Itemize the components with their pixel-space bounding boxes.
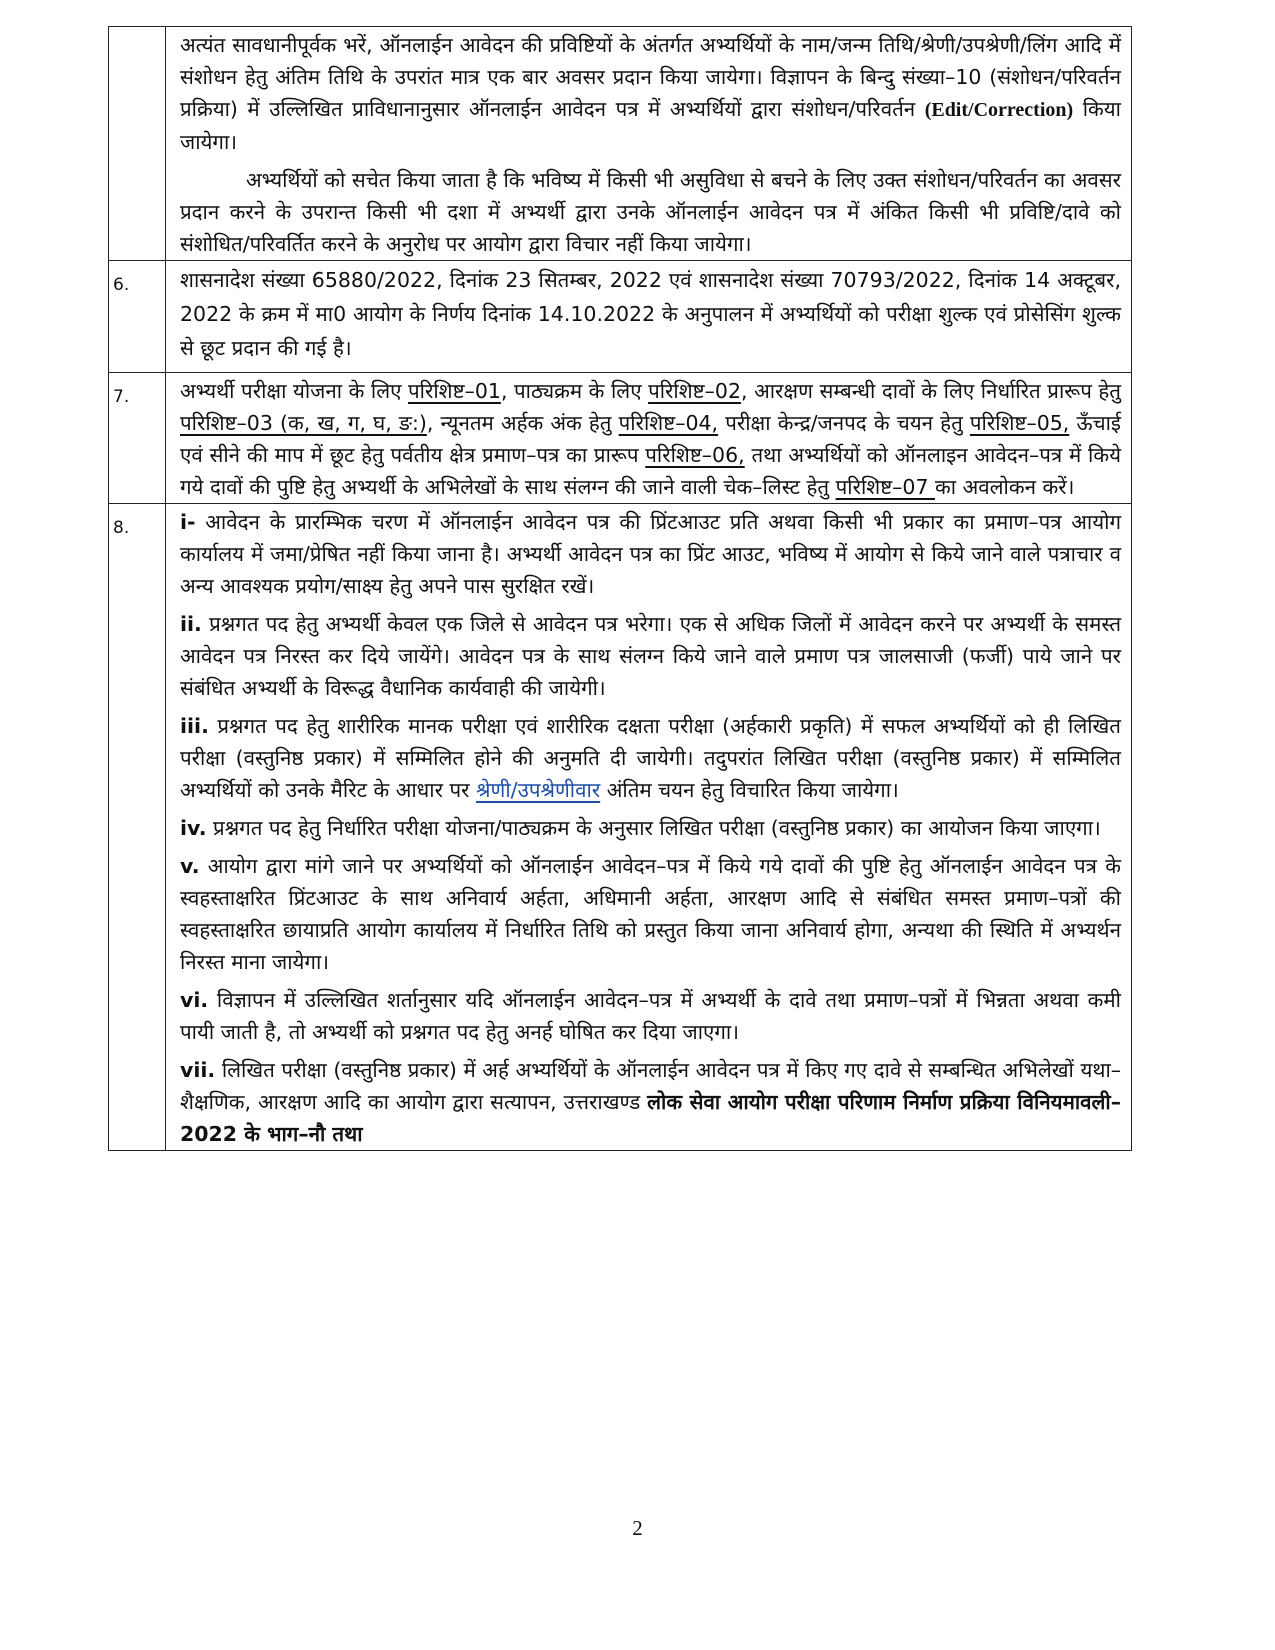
content-table [108,26,1132,1151]
item-marker: i- [180,510,196,534]
table-row-8 [109,504,1132,1151]
table-row-7 [109,373,1132,504]
table-row-continuation [109,27,1132,261]
row-text [166,373,1132,504]
row-number: 6. [109,261,166,373]
paragraph-fee-exemption: शासनादेश संख्या 65880/2022, दिनांक 23 सितम्बर, 2022 एवं शासनादेश संख्या 70793/2022, दिनांक 14 अक्टूबर, 2022 के क्रम में मा0 आयोग के निर्णय दिनांक 14.10.2022 के अनुपालन में अभ्यर्थियों को परीक्षा शुल्क एवं प्रोसेसिंग शुल्क से छूट प्रदान की गई है। [180,268,1121,360]
page-number: 2 [632,1516,643,1540]
table-row-6 [109,261,1132,373]
category-wise-link[interactable]: श्रेणी/उपश्रेणीवार [476,778,601,802]
paragraph-correction-window: अत्यंत सावधानीपूर्वक भरें, ऑनलाईन आवेदन की प्रविष्टियों के अंतर्गत अभ्यर्थियों के नाम/जन्म तिथि/श्रेणी/उपश्रेणी/लिंग आदि में संशोधन हेतु अंतिम तिथि के उपरांत मात्र एक बार अवसर प्रदान किया जायेगा। विज्ञापन के बिन्दु संख्या–10 (संशोधन/परिवर्तन प्रक्रिया) में उल्लिखित प्राविधानानुसार ऑनलाईन आवेदन पत्र में अभ्यर्थियों द्वारा संशोधन/परिवर्तन (Edit/Correction) किया जायेगा। [180,33,1121,154]
item-marker: vi. [180,988,209,1012]
appendix-05-link[interactable]: परिशिष्ट–05, [969,411,1070,435]
paragraph-appendices: अभ्यर्थी परीक्षा योजना के लिए परिशिष्ट–01, पाठ्यक्रम के लिए परिशिष्ट–02, आरक्षण सम्बन्धी दावों के लिए निर्धारित प्रारूप हेतु परिशिष्ट–03 (क, ख, ग, घ, ङ:), न्यूनतम अर्हक अंक हेतु परिशिष्ट–04, परीक्षा केन्द्र/जनपद के चयन हेतु परिशिष्ट–05, ऊँचाई एवं सीने की माप में छूट हेतु पर्वतीय क्षेत्र प्रमाण–पत्र का प्रारूप परिशिष्ट–06, तथा अभ्यर्थियों को ऑनलाइन आवेदन–पत्र में किये गये दावों की पुष्टि हेतु अभ्यर्थी के अभिलेखों के साथ संलग्न की जाने वाली चेक–लिस्ट हेतु परिशिष्ट–07 का अवलोकन करें। [180,379,1121,499]
appendix-03-link[interactable]: परिशिष्ट–03 (क, ख, ग, घ, ङ:) [180,411,427,435]
appendix-06-link[interactable]: परिशिष्ट–06, [645,443,745,467]
list-item: iii. प्रश्नगत पद हेतु शारीरिक मानक परीक्षा एवं शारीरिक दक्षता परीक्षा (अर्हकारी प्रकृति) में सफल अभ्यर्थियों को ही लिखित परीक्षा (वस्तुनिष्ठ प्रकार) में सम्मिलित होने की अनुमति दी जायेगी। तदुपरांत लिखित परीक्षा (वस्तुनिष्ठ प्रकार) में सम्मिलित अभ्यर्थियों को उनके मैरिट के आधार पर श्रेणी/उपश्रेणीवार अंतिम चयन हेतु विचारित किया जायेगा। [180,714,1121,802]
row-text [166,504,1132,1151]
appendix-04-link[interactable]: परिशिष्ट–04, [618,411,719,435]
appendix-07-link[interactable]: परिशिष्ट–07 [835,475,936,499]
list-item: vii. लिखित परीक्षा (वस्तुनिष्ठ प्रकार) में अर्ह अभ्यर्थियों के ऑनलाईन आवेदन पत्र में किए गए दावे से सम्बन्धित अभिलेखों यथा–शैक्षणिक, आरक्षण आदि का आयोग द्वारा सत्यापन, उत्तराखण्ड लोक सेवा आयोग परीक्षा परिणाम निर्माण प्रक्रिया विनियमावली–2022 के भाग–नौ तथा [180,1058,1121,1146]
row-number [109,27,166,261]
row-text [166,261,1132,373]
row-number: 8. [109,504,166,1151]
list-item: vi. विज्ञापन में उल्लिखित शर्तानुसार यदि ऑनलाईन आवेदन–पत्र में अभ्यर्थी के दावे तथा प्रमाण–पत्रों में भिन्नता अथवा कमी पायी जाती है, तो अभ्यर्थी को प्रश्नगत पद हेतु अनर्ह घोषित कर दिया जाएगा। [180,988,1121,1044]
item-marker: v. [180,854,200,878]
item-marker: iv. [180,816,207,840]
item-marker: ii. [180,612,202,636]
appendix-02-link[interactable]: परिशिष्ट–02 [648,379,741,403]
list-item: i- आवेदन के प्रारम्भिक चरण में ऑनलाईन आवेदन पत्र की प्रिंटआउट प्रति अथवा किसी भी प्रकार का प्रमाण–पत्र आयोग कार्यालय में जमा/प्रेषित नहीं किया जाना है। अभ्यर्थी आवेदन पत्र का प्रिंट आउट, भविष्य में आयोग से किये जाने वाले पत्राचार व अन्य आवश्यक प्रयोग/साक्ष्य हेतु अपने पास सुरक्षित रखें। [180,510,1121,598]
list-item: v. आयोग द्वारा मांगे जाने पर अभ्यर्थियों को ऑनलाईन आवेदन–पत्र में किये गये दावों की पुष्टि हेतु ऑनलाईन आवेदन पत्र के स्वहस्ताक्षरित प्रिंटआउट के साथ अनिवार्य अर्हता, अधिमानी अर्हता, आरक्षण आदि से संबंधित समस्त प्रमाण–पत्रों की स्वहस्ताक्षरित छायाप्रति आयोग कार्यालय में निर्धारित तिथि को प्रस्तुत किया जाना अनिवार्य होगा, अन्यथा की स्थिति में अभ्यर्थन निरस्त माना जायेगा। [180,854,1121,974]
paragraph-warning: अभ्यर्थियों को सचेत किया जाता है कि भविष्य में किसी भी असुविधा से बचने के लिए उक्त संशोधन/परिवर्तन का अवसर प्रदान करने के उपरान्त किसी भी दशा में अभ्यर्थी द्वारा उनके ऑनलाईन आवेदन पत्र में अंकित किसी भी प्रविष्टि/दावे को संशोधित/परिवर्तित करने के अनुरोध पर आयोग द्वारा विचार नहीं किया जायेगा। [180,168,1121,256]
appendix-01-link[interactable]: परिशिष्ट–01 [408,379,501,403]
row-number: 7. [109,373,166,504]
edit-correction-term: (Edit/Correction) [924,99,1074,121]
item-marker: iii. [180,714,209,738]
bold-continuation: लोक सेवा आयोग परीक्षा परिणाम निर्माण प्रक्रिया विनियमावली–2022 के भाग–नौ तथा [180,1090,1121,1146]
list-item: iv. प्रश्नगत पद हेतु निर्धारित परीक्षा योजना/पाठ्यक्रम के अनुसार लिखित परीक्षा (वस्तुनिष्ठ प्रकार) का आयोजन किया जाएगा। [180,816,1101,840]
item-marker: vii. [180,1058,216,1082]
list-item: ii. प्रश्नगत पद हेतु अभ्यर्थी केवल एक जिले से आवेदन पत्र भरेगा। एक से अधिक जिलों में आवेदन करने पर अभ्यर्थी के समस्त आवेदन पत्र निरस्त कर दिये जायेंगे। आवेदन पत्र के साथ संलग्न किये जाने वाले प्रमाण पत्र जालसाजी (फर्जी) पाये जाने पर संबंधित अभ्यर्थी के विरूद्ध वैधानिक कार्यवाही की जायेगी। [180,612,1121,700]
row-text [166,27,1132,261]
